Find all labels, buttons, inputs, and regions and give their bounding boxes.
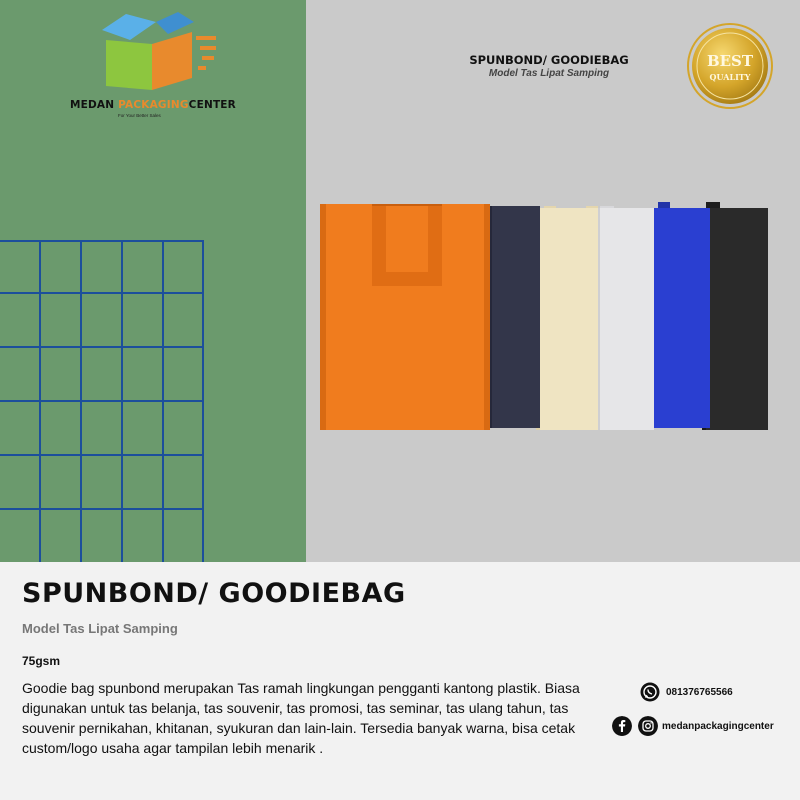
bag-black <box>702 202 768 430</box>
brand-name: MEDAN PACKAGINGCENTER <box>70 99 236 111</box>
goodiebag-product-image <box>316 198 776 438</box>
bag-orange <box>320 204 490 430</box>
grid-decoration <box>0 240 204 562</box>
bag-white <box>596 206 654 430</box>
product-subtitle: Model Tas Lipat Samping <box>22 621 178 636</box>
whatsapp-icon <box>640 682 660 702</box>
social-handle: medanpackagingcenter <box>662 720 774 732</box>
brand-tagline: For Your Better Sales <box>118 113 161 118</box>
grid-top-line <box>0 240 204 242</box>
header-title: SPUNBOND/ GOODIEBAG <box>469 53 629 67</box>
social-contact[interactable] <box>612 716 774 736</box>
whatsapp-contact[interactable] <box>640 682 733 702</box>
header-subtitle: Model Tas Lipat Samping <box>488 68 610 79</box>
instagram-icon[interactable] <box>638 716 658 736</box>
bag-navy <box>488 206 540 428</box>
best-quality-badge <box>686 22 774 110</box>
product-title: SPUNBOND/ GOODIEBAG <box>22 578 406 609</box>
product-weight: 75gsm <box>22 654 61 668</box>
bag-blue <box>650 202 710 428</box>
whatsapp-number: 081376765566 <box>666 686 733 698</box>
product-description: Goodie bag spunbond merupakan Tas ramah lingkungan pengganti kantong plastik. Biasa digunakan untuk tas belanja, tas souvenir, tas promosi, tas seminar, tas ulang tahun, tas souvenir pernikahan, khitanan, syukuran dan lain-lain. Tersedia banyak warna, bisa cetak custom/logo usaha agar tampilan lebih menarik . <box>22 680 580 756</box>
facebook-icon[interactable] <box>612 716 632 736</box>
badge-line2: QUALITY <box>709 72 751 82</box>
badge-line1: BEST <box>706 52 754 70</box>
box-logo-icon <box>98 10 220 94</box>
bag-cream <box>536 206 598 430</box>
